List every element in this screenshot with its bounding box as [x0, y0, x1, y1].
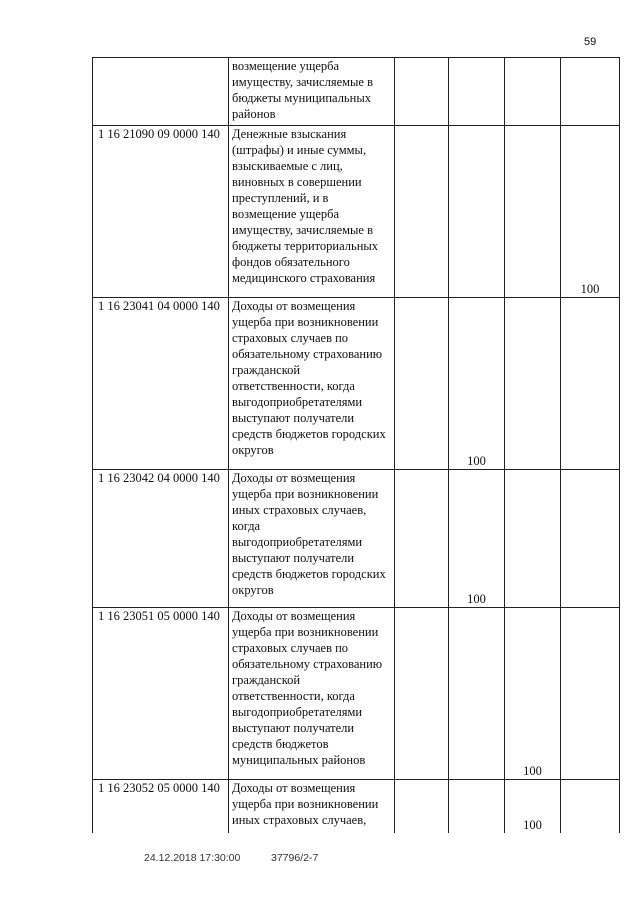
kbk-code-cell: 1 16 23052 05 0000 140 [93, 780, 229, 833]
value-cell: 100 [505, 780, 561, 833]
value-cell: 100 [449, 470, 505, 608]
kbk-code-cell [93, 58, 229, 126]
table-row [93, 298, 620, 470]
kbk-code-cell: 1 16 23042 04 0000 140 [93, 470, 229, 608]
value-cell [395, 608, 449, 780]
value-cell [449, 58, 505, 126]
table-row [93, 470, 620, 608]
footer-timestamp: 24.12.2018 17:30:00 [144, 852, 241, 864]
value-cell [395, 470, 449, 608]
value-cell [395, 298, 449, 470]
value-cell [395, 780, 449, 833]
value-cell [561, 298, 620, 470]
value-cell [505, 298, 561, 470]
value-cell: 100 [505, 608, 561, 780]
revenue-name-cell: Денежные взыскания (штрафы) и иные суммы, взыскиваемые с лиц, виновных в совершении преступлений, и в возмещение ущерба имуществу, зачисляемые в бюджеты территориальных фондов обязательного медицинского страхования [229, 126, 395, 298]
value-cell [505, 470, 561, 608]
revenue-name-cell: Доходы от возмещения ущерба при возникновении страховых случаев по обязательному страхованию гражданской ответственности, когда выгодоприобретателями выступают получатели средств бюджетов муниципальных районов [229, 608, 395, 780]
value-cell [449, 608, 505, 780]
value-cell [561, 58, 620, 126]
table-row [93, 608, 620, 780]
value-cell [505, 58, 561, 126]
footer-doc-number: 37796/2-7 [271, 852, 319, 864]
value-cell [395, 126, 449, 298]
revenue-distribution-table [92, 57, 620, 833]
value-cell [505, 126, 561, 298]
table-row [93, 58, 620, 126]
value-cell [449, 126, 505, 298]
table-row [93, 126, 620, 298]
value-cell: 100 [449, 298, 505, 470]
kbk-code-cell: 1 16 23051 05 0000 140 [93, 608, 229, 780]
value-cell: 100 [561, 126, 620, 298]
kbk-code-cell: 1 16 21090 09 0000 140 [93, 126, 229, 298]
kbk-code-cell: 1 16 23041 04 0000 140 [93, 298, 229, 470]
page-number: 59 [584, 36, 597, 48]
value-cell [561, 470, 620, 608]
value-cell [561, 780, 620, 833]
revenue-name-cell: Доходы от возмещения ущерба при возникновении иных страховых случаев, [229, 780, 395, 833]
revenue-name-cell: Доходы от возмещения ущерба при возникновении страховых случаев по обязательному страхованию гражданской ответственности, когда выгодоприобретателями выступают получатели средств бюджетов городских округов [229, 298, 395, 470]
value-cell [395, 58, 449, 126]
value-cell [561, 608, 620, 780]
table-row [93, 780, 620, 833]
value-cell [449, 780, 505, 833]
revenue-name-cell: Доходы от возмещения ущерба при возникновении иных страховых случаев, когда выгодоприобретателями выступают получатели средств бюджетов городских округов [229, 470, 395, 608]
revenue-name-cell: возмещение ущерба имуществу, зачисляемые в бюджеты муниципальных районов [229, 58, 395, 126]
